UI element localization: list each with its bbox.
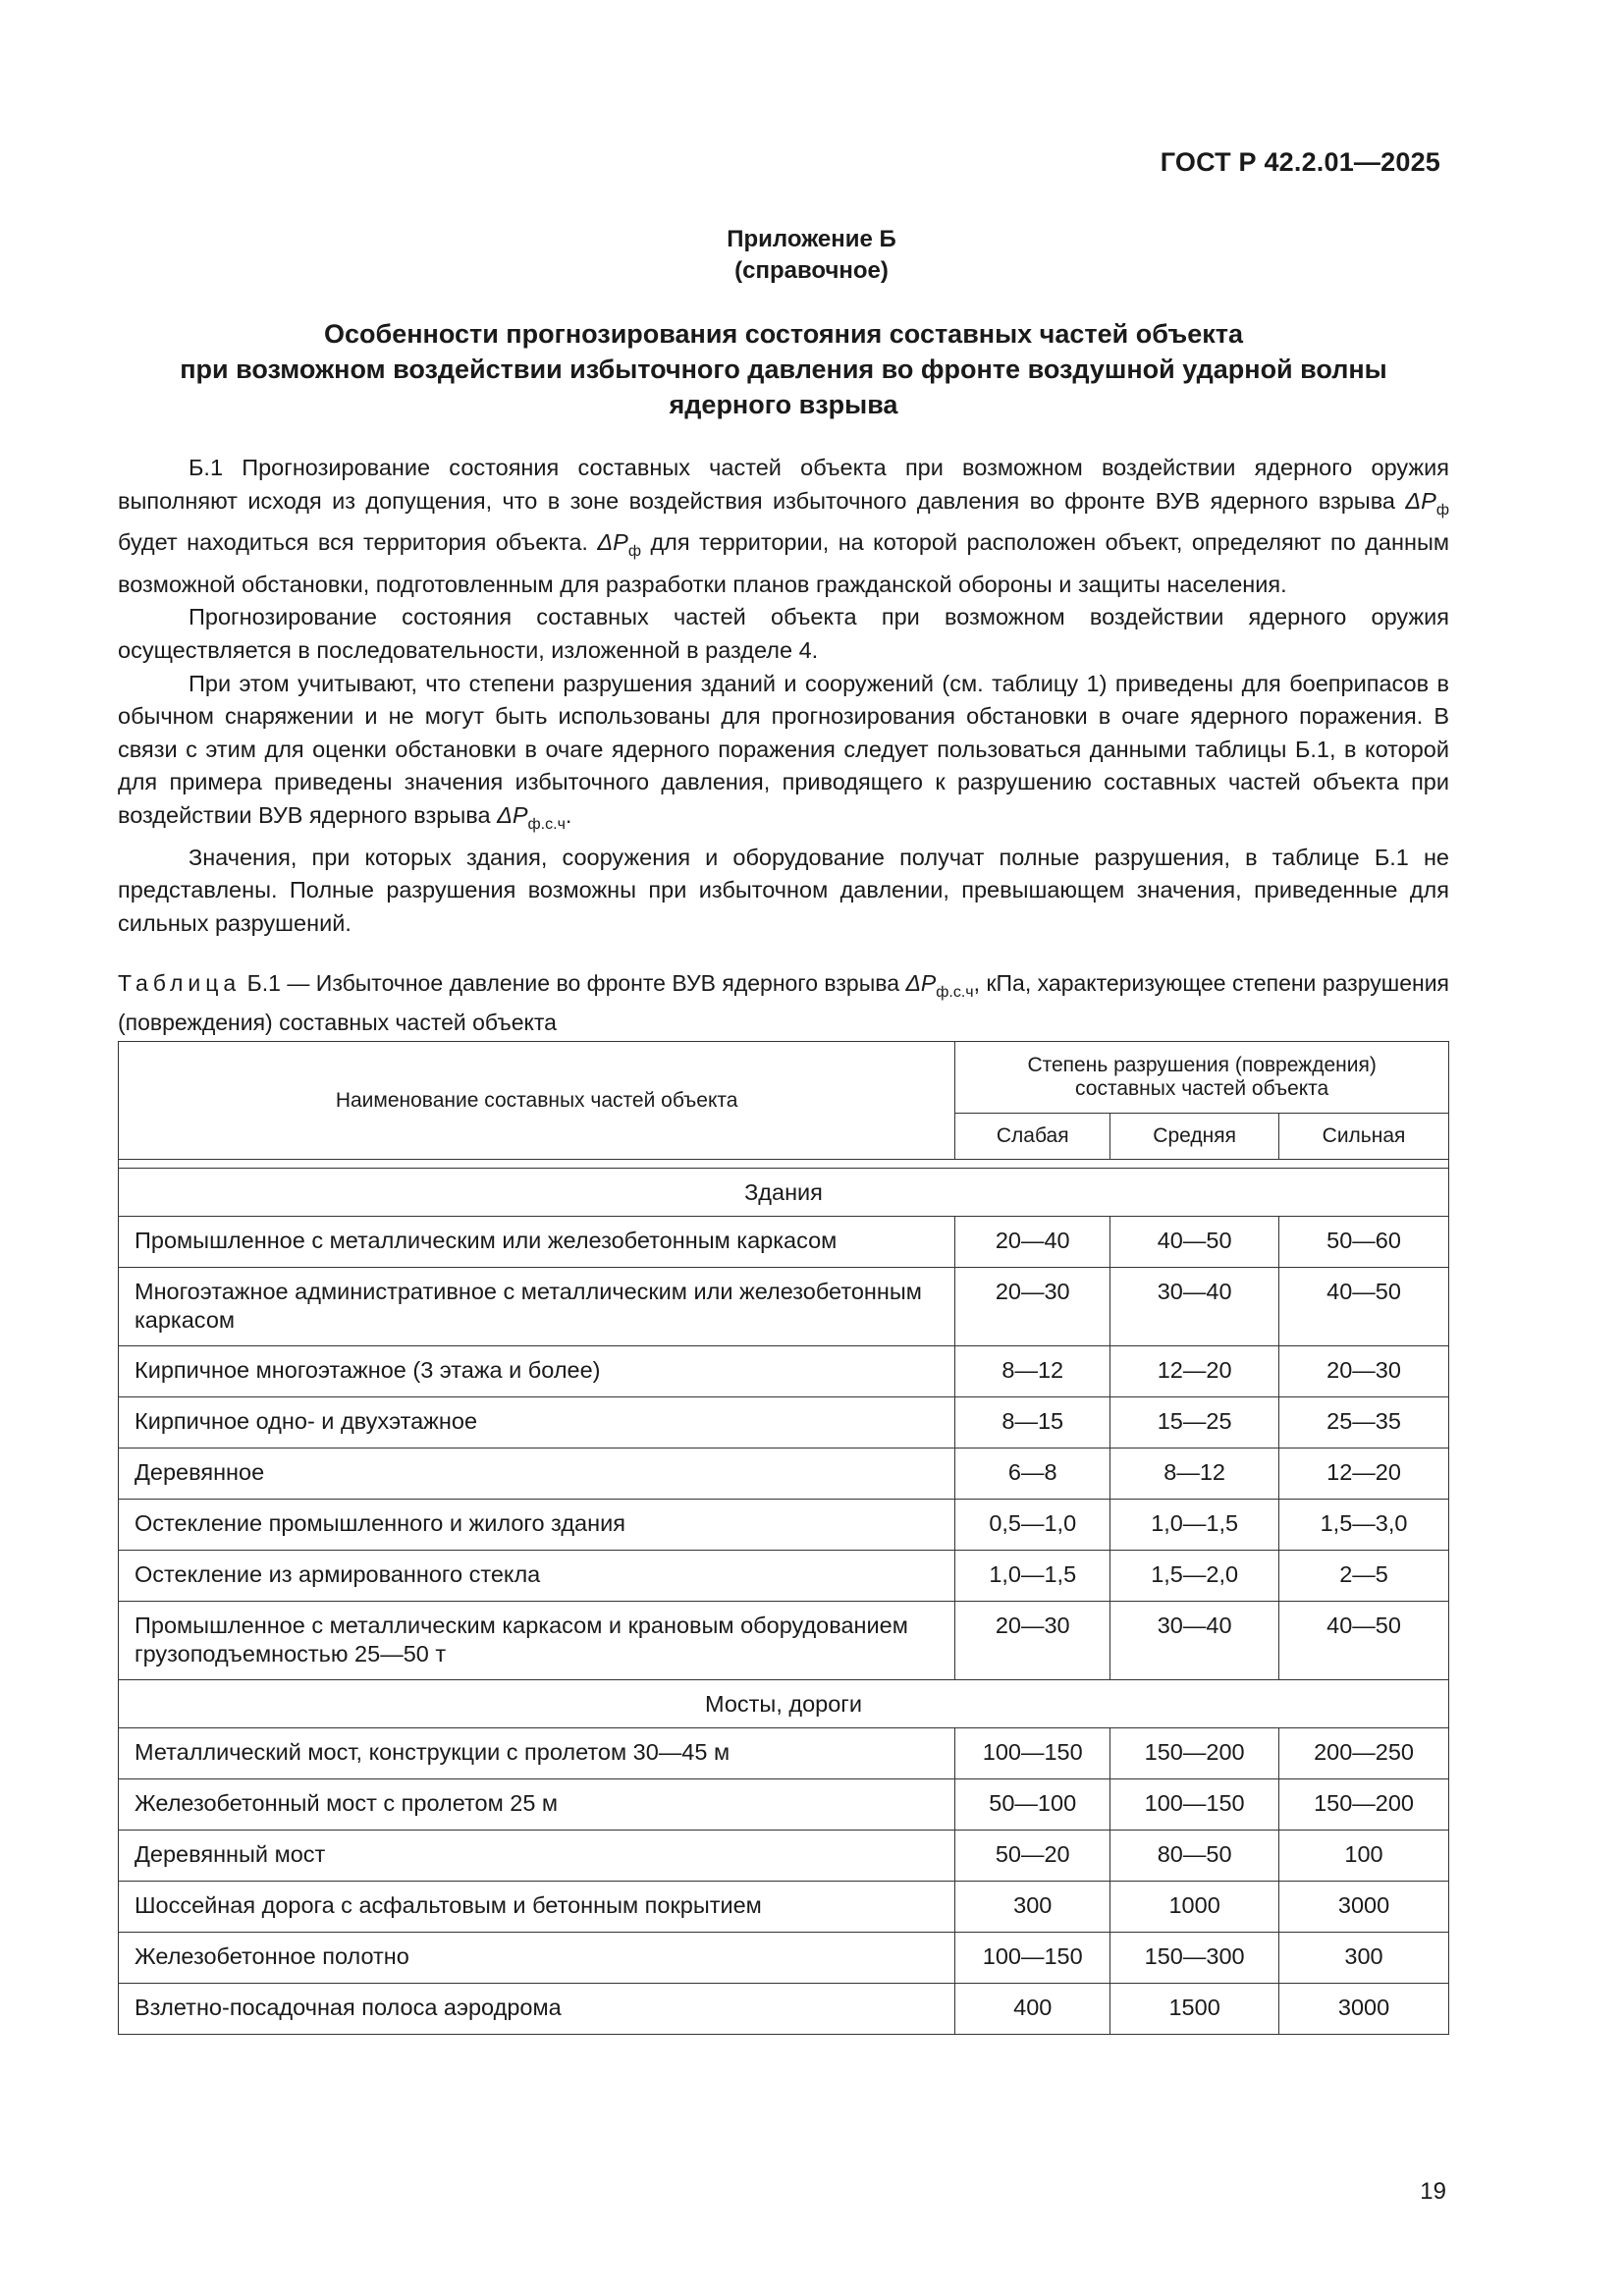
value-weak: 50—100: [955, 1779, 1110, 1831]
value-strong: 1,5—3,0: [1279, 1500, 1449, 1551]
page-number: 19: [1420, 2178, 1446, 2205]
text-run: Б.1 Прогнозирование состояния составных частей объекта при возможном воздействии ядерного оружия выполняют исходя из допущения, что в зоне воздействия избыточного давления во фронте ВУВ ядерного взрыва: [118, 455, 1449, 514]
value-weak: 6—8: [955, 1449, 1110, 1500]
value-strong: 300: [1279, 1933, 1449, 1984]
section-label: Мосты, дороги: [119, 1680, 1449, 1728]
table-row: [119, 1397, 1449, 1449]
text-run: для территории, на которой расположен объект, определяют по данным возможной обстановки, подготовленным для разработки планов гражданской обороны и защиты населения.: [118, 529, 1449, 597]
table-row: [119, 1728, 1449, 1779]
text-run: , кПа, характеризующее степени разрушения (повреждения) составных частей объекта: [118, 970, 1449, 1035]
value-mid: 8—12: [1110, 1449, 1279, 1500]
text-run: При этом учитывают, что степени разрушения зданий и сооружений (см. таблицу 1) приведены для боеприпасов в обычном снаряжении и не могут быть использованы для прогнозирования обстановки в очаге ядерного поражения. В связи с этим для оценки обстановки в очаге ядерного поражения следует пользоваться данными таблицы Б.1, в которой для примера приведены значения избыточного давления, приводящего к разрушению составных частей объекта при воздействии ВУВ ядерного взрыва: [118, 670, 1449, 828]
table-row: [119, 1449, 1449, 1500]
symbol-subscript: ф.с.ч: [936, 984, 974, 1001]
value-strong: 12—20: [1279, 1449, 1449, 1500]
title-line: при возможном воздействии избыточного давления во фронте воздушной ударной волны: [180, 355, 1387, 384]
text-run: .: [565, 801, 572, 828]
section-title: [118, 316, 1449, 422]
value-mid: 15—25: [1110, 1397, 1279, 1449]
value-weak: 20—30: [955, 1602, 1110, 1680]
value-weak: 1,0—1,5: [955, 1551, 1110, 1602]
symbol-subscript: ф: [1435, 501, 1449, 519]
column-header-strong: Сильная: [1279, 1114, 1449, 1160]
appendix-label: Приложение Б: [727, 226, 896, 252]
row-name: Железобетонное полотно: [119, 1933, 955, 1984]
value-weak: 100—150: [955, 1933, 1110, 1984]
caption-word: Таблица: [118, 970, 242, 996]
value-mid: 1500: [1110, 1984, 1279, 2035]
table-row: [119, 1882, 1449, 1933]
value-strong: 50—60: [1279, 1217, 1449, 1268]
table-row: [119, 1346, 1449, 1397]
paragraph: [118, 452, 1449, 601]
row-name: Металлический мост, конструкции с пролетом 30—45 м: [119, 1728, 955, 1779]
symbol-subscript: ф.с.ч: [527, 815, 566, 833]
row-name: Железобетонный мост с пролетом 25 м: [119, 1779, 955, 1831]
symbol-subscript: ф: [627, 543, 642, 561]
column-header-weak: Слабая: [955, 1114, 1110, 1160]
table-row: [119, 1984, 1449, 2035]
table-row: [119, 1217, 1449, 1268]
value-mid: 1000: [1110, 1882, 1279, 1933]
value-mid: 100—150: [1110, 1779, 1279, 1831]
table-row: [119, 1933, 1449, 1984]
value-weak: 0,5—1,0: [955, 1500, 1110, 1551]
value-strong: 40—50: [1279, 1602, 1449, 1680]
value-mid: 12—20: [1110, 1346, 1279, 1397]
column-header-name: Наименование составных частей объекта: [119, 1042, 955, 1160]
header-gap: [119, 1160, 1449, 1169]
table-header-row: [119, 1042, 1449, 1114]
value-weak: 20—30: [955, 1268, 1110, 1346]
value-strong: 200—250: [1279, 1728, 1449, 1779]
row-name: Шоссейная дорога с асфальтовым и бетонным покрытием: [119, 1882, 955, 1933]
value-strong: 3000: [1279, 1882, 1449, 1933]
appendix-heading: [0, 224, 1623, 287]
table-row: [119, 1551, 1449, 1602]
row-name: Промышленное с металлическим или железобетонным каркасом: [119, 1217, 955, 1268]
value-weak: 100—150: [955, 1728, 1110, 1779]
text-run: будет находиться вся территория объекта.: [118, 529, 598, 556]
table-row: [119, 1268, 1449, 1346]
row-name: Остекление промышленного и жилого здания: [119, 1500, 955, 1551]
value-weak: 50—20: [955, 1831, 1110, 1882]
title-line: Особенности прогнозирования состояния составных частей объекта: [324, 319, 1243, 349]
table-section-row: [119, 1680, 1449, 1728]
appendix-type: (справочное): [734, 257, 889, 284]
title-line: ядерного взрыва: [669, 390, 898, 419]
value-weak: 400: [955, 1984, 1110, 2035]
symbol-delta-p: ΔP: [597, 529, 628, 556]
row-name: Кирпичное одно- и двухэтажное: [119, 1397, 955, 1449]
paragraph: [118, 668, 1449, 842]
value-strong: 2—5: [1279, 1551, 1449, 1602]
row-name: Многоэтажное административное с металлическим или железобетонным каркасом: [119, 1268, 955, 1346]
value-mid: 40—50: [1110, 1217, 1279, 1268]
value-mid: 30—40: [1110, 1268, 1279, 1346]
symbol-delta-p: ΔP: [1405, 487, 1436, 514]
table-row: [119, 1500, 1449, 1551]
value-weak: 20—40: [955, 1217, 1110, 1268]
row-name: Деревянное: [119, 1449, 955, 1500]
value-weak: 300: [955, 1882, 1110, 1933]
column-header-mid: Средняя: [1110, 1114, 1279, 1160]
value-weak: 8—15: [955, 1397, 1110, 1449]
value-mid: 150—200: [1110, 1728, 1279, 1779]
table-row: [119, 1779, 1449, 1831]
value-mid: 1,0—1,5: [1110, 1500, 1279, 1551]
symbol-delta-p: ΔP: [905, 970, 937, 996]
symbol-delta-p: ΔP: [497, 801, 528, 828]
value-mid: 80—50: [1110, 1831, 1279, 1882]
value-strong: 40—50: [1279, 1268, 1449, 1346]
text-run: Б.1 — Избыточное давление во фронте ВУВ ядерного взрыва: [241, 970, 906, 996]
paragraph: Прогнозирование состояния составных частей объекта при возможном воздействии ядерного оружия осуществляется в последовательности, изложенной в разделе 4.: [118, 604, 1449, 663]
table-row: [119, 1831, 1449, 1882]
row-name: Промышленное с металлическим каркасом и крановым оборудованием грузоподъемностью 25—50 т: [119, 1602, 955, 1680]
table-row: [119, 1602, 1449, 1680]
column-header-group: Степень разрушения (повреждения) составных частей объекта: [955, 1042, 1449, 1114]
section-label: Здания: [119, 1169, 1449, 1217]
row-name: Деревянный мост: [119, 1831, 955, 1882]
row-name: Кирпичное многоэтажное (3 этажа и более): [119, 1346, 955, 1397]
value-mid: 30—40: [1110, 1602, 1279, 1680]
value-mid: 1,5—2,0: [1110, 1551, 1279, 1602]
value-strong: 20—30: [1279, 1346, 1449, 1397]
body-text: [118, 452, 1449, 940]
table-caption: [118, 968, 1449, 1038]
table-section-row: [119, 1169, 1449, 1217]
value-strong: 150—200: [1279, 1779, 1449, 1831]
value-strong: 100: [1279, 1831, 1449, 1882]
value-strong: 3000: [1279, 1984, 1449, 2035]
value-strong: 25—35: [1279, 1397, 1449, 1449]
value-mid: 150—300: [1110, 1933, 1279, 1984]
row-name: Взлетно-посадочная полоса аэродрома: [119, 1984, 955, 2035]
value-weak: 8—12: [955, 1346, 1110, 1397]
paragraph: Значения, при которых здания, сооружения и оборудование получат полные разрушения, в таблице Б.1 не представлены. Полные разрушения возможны при избыточном давлении, превышающем значения, приведенные для сильных разрушений.: [118, 844, 1449, 936]
data-table: [118, 1041, 1449, 2035]
row-name: Остекление из армированного стекла: [119, 1551, 955, 1602]
document-code: ГОСТ Р 42.2.01—2025: [1160, 147, 1440, 177]
